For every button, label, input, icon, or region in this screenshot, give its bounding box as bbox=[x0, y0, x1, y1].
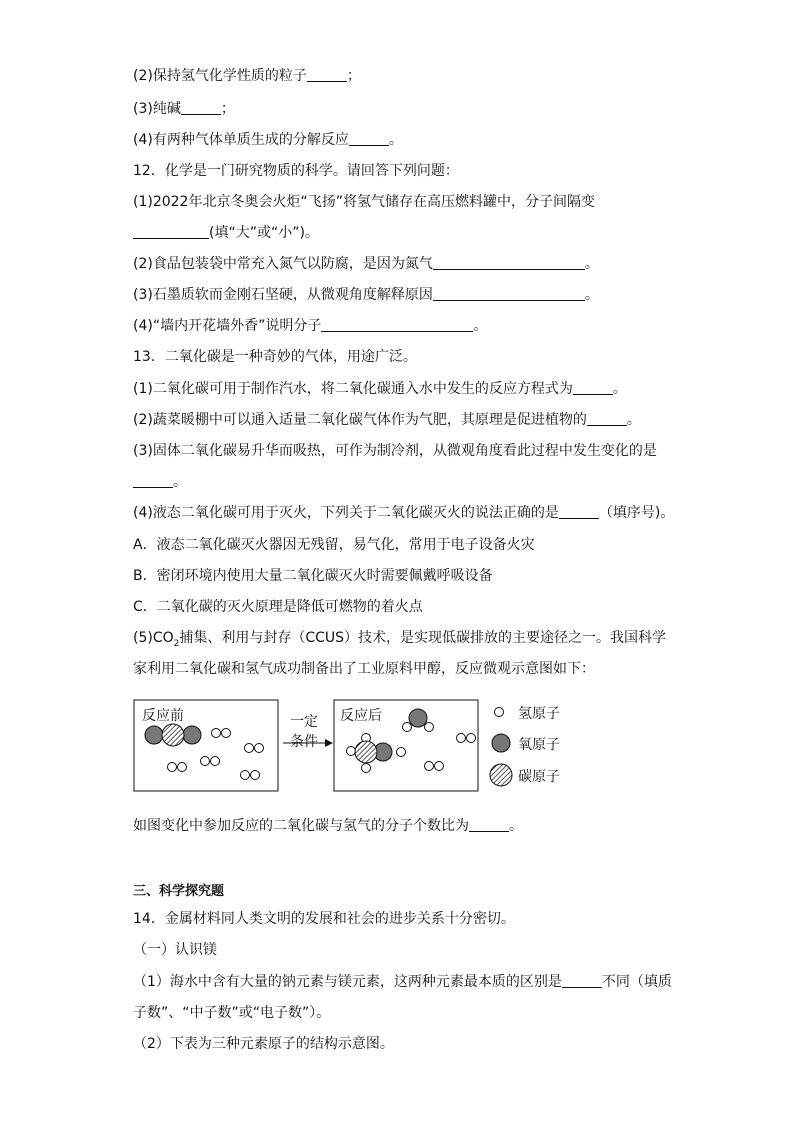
answer-blank[interactable] bbox=[469, 817, 509, 832]
q13-option-c: C．二氧化碳的灭火原理是降低可燃物的着火点 bbox=[133, 599, 423, 615]
q13-part5: $(5)CO_2$捕集、利用与封存（CCUS）技术，是实现低碳排放的主要途径之一。我国科学 bbox=[133, 630, 667, 649]
q13-part3: (3)固体二氧化碳易升华而吸热，可作为制冷剂，从微观角度看此过程中发生变化的是 bbox=[133, 443, 657, 459]
q13-option-b: B．密闭环境内使用大量二氧化碳灭火时需要佩戴呼吸设备 bbox=[133, 568, 493, 584]
answer-blank[interactable] bbox=[587, 411, 627, 426]
q13-part4: (4)液态二氧化碳可用于灭火，下列关于二氧化碳灭火的说法正确的是 （填序号)。 bbox=[133, 505, 675, 521]
answer-blank[interactable] bbox=[562, 973, 602, 988]
legend-carbon: 碳原子 bbox=[518, 769, 560, 785]
q12-part4: (4)“墙内开花墙外香”说明分子 。 bbox=[133, 318, 488, 334]
q12-stem: 12．化学是一门研究物质的科学。请回答下列问题： bbox=[133, 163, 459, 179]
answer-blank[interactable] bbox=[133, 224, 209, 239]
oxygen-atom-icon bbox=[492, 734, 510, 752]
carbon-atom-icon bbox=[490, 764, 512, 786]
q12-part2: (2)食品包装袋中常充入氮气以防腐，是因为氮气 。 bbox=[133, 256, 599, 272]
answer-blank[interactable] bbox=[133, 473, 173, 488]
arrow-head bbox=[325, 739, 333, 747]
q12-part1-cont: (填“大”或“小”)。 bbox=[133, 223, 319, 243]
arrow-condition-top: 一定 bbox=[290, 714, 318, 730]
answer-blank[interactable] bbox=[559, 504, 599, 519]
q14-subsection-1: （一）认识镁 bbox=[133, 942, 217, 958]
q14-part1: （1）海水中含有大量的钠元素与镁元素，这两种元素最本质的区别是 不同（填质 bbox=[133, 974, 672, 990]
section-title: 三、科学探究题 bbox=[133, 884, 225, 899]
q11-part2: (2)保持氢气化学性质的粒子 ； bbox=[133, 68, 361, 84]
answer-blank[interactable] bbox=[349, 131, 389, 146]
q13-part3-cont: 。 bbox=[133, 472, 187, 492]
legend-hydrogen: 氢原子 bbox=[518, 706, 560, 722]
hydrogen-atom-icon bbox=[495, 708, 504, 717]
legend-oxygen: 氧原子 bbox=[518, 737, 560, 753]
co2-molecule bbox=[145, 724, 201, 746]
q11-part4: (4)有两种气体单质生成的分解反应 。 bbox=[133, 132, 403, 148]
answer-blank[interactable] bbox=[433, 255, 585, 270]
q14-part2: （2）下表为三种元素原子的结构示意图。 bbox=[133, 1036, 394, 1052]
answer-blank[interactable] bbox=[573, 380, 613, 395]
after-label: 反应后 bbox=[340, 708, 382, 724]
q13-option-a: A．液态二氧化碳灭火器因无残留，易气化，常用于电子设备火灾 bbox=[133, 537, 535, 553]
q13-part2: (2)蔬菜暖棚中可以通入适量二氧化碳气体作为气肥，其原理是促进植物的 。 bbox=[133, 412, 641, 428]
arrow-condition-bottom: 条件 bbox=[290, 734, 318, 750]
answer-blank[interactable] bbox=[307, 67, 347, 82]
q13-stem: 13．二氧化碳是一种奇妙的气体，用途广泛。 bbox=[133, 349, 417, 365]
q12-part3: (3)石墨质软而金刚石坚硬，从微观角度解释原因 。 bbox=[133, 287, 599, 303]
answer-blank[interactable] bbox=[181, 100, 221, 115]
answer-blank[interactable] bbox=[433, 286, 585, 301]
q14-stem: 14．金属材料同人类文明的发展和社会的进步关系十分密切。 bbox=[133, 911, 515, 927]
q13-ratio-question: 如图变化中参加反应的二氧化碳与氢气的分子个数比为 。 bbox=[133, 818, 523, 834]
q13-part5-cont: 家利用二氧化碳和氢气成功制备出了工业原料甲醇，反应微观示意图如下： bbox=[133, 661, 595, 677]
answer-blank[interactable] bbox=[321, 317, 473, 332]
reaction-diagram bbox=[133, 693, 593, 797]
q14-part1-cont: 子数”、“中子数”或“电子数”）。 bbox=[133, 1005, 331, 1021]
before-label: 反应前 bbox=[142, 708, 184, 724]
q13-part1: (1)二氧化碳可用于制作汽水，将二氧化碳通入水中发生的反应方程式为 。 bbox=[133, 381, 627, 397]
q11-part3: (3)纯碱 ； bbox=[133, 101, 235, 117]
q12-part1: (1)2022年北京冬奥会火炬“飞扬”将氢气储存在高压燃料罐中，分子间隔变 bbox=[133, 194, 595, 210]
